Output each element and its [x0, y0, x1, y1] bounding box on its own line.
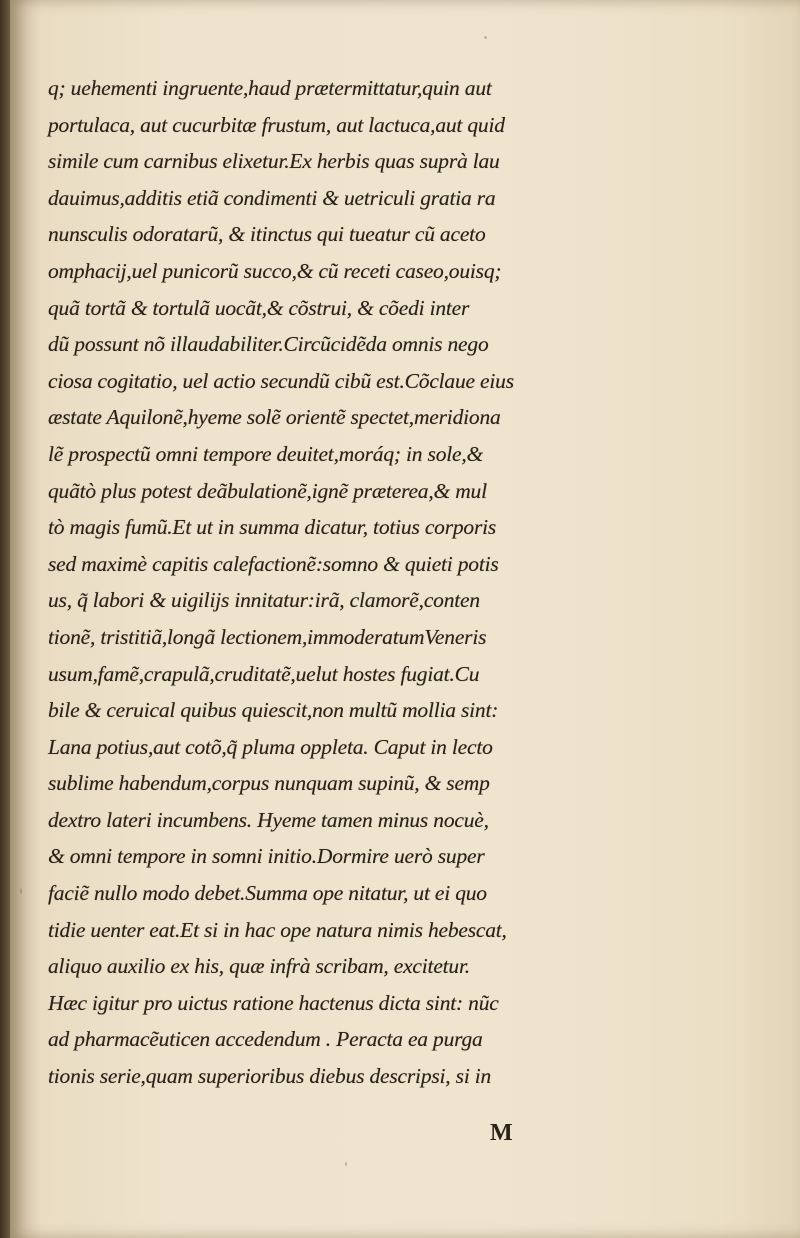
- text-line: tidie uenter eat.Et si in hac ope natura nimis hebescat,: [48, 917, 507, 942]
- text-line: quãtò plus potest deãbulationẽ,ignẽ præterea,& mul: [48, 478, 487, 503]
- paper-speck: [345, 1162, 347, 1166]
- text-line: æstate Aquilonẽ,hyeme solẽ orientẽ spectet,meridiona: [48, 405, 501, 430]
- text-line: Lana potius,aut cotõ,q̃ pluma oppleta. Caput in lecto: [48, 734, 493, 759]
- text-line: & omni tempore in somni initio.Dormire uerò super: [48, 844, 485, 869]
- text-line: dauimus,additis etiã condimenti & uetriculi gratia ra: [48, 185, 496, 210]
- text-line: dextro lateri incumbens. Hyeme tamen minus nocuè,: [48, 807, 489, 832]
- text-line: quã tortã & tortulã uocãt,& cõstrui, & cõedi inter: [48, 295, 470, 320]
- text-line: dũ possunt nõ illaudabiliter.Circũcidẽda omnis nego: [48, 332, 489, 357]
- text-line: sublime habendum,corpus nunquam supinũ, & semp: [48, 771, 490, 796]
- text-line: portulaca, aut cucurbitæ frustum, aut lactuca,aut quid: [48, 112, 505, 137]
- text-line: us, q̃ labori & uigilijs innitatur:irã, clamorẽ,conten: [48, 588, 480, 613]
- paper-speck: [20, 888, 22, 894]
- signature-mark: M: [490, 1120, 514, 1146]
- text-line: tionẽ, tristitiã,longã lectionem,immoderatumVeneris: [48, 624, 487, 649]
- text-line: lẽ prospectũ omni tempore deuitet,moráq; in sole,&: [48, 441, 484, 466]
- text-line: ad pharmacẽuticen accedendum . Peracta ea purga: [48, 1027, 483, 1052]
- text-line: tò magis fumũ.Et ut in summa dicatur, totius corporis: [48, 515, 497, 540]
- text-line: faciẽ nullo modo debet.Summa ope nitatur, ut ei quo: [48, 881, 487, 906]
- text-line: aliquo auxilio ex his, quæ infrà scribam, excitetur.: [48, 954, 470, 979]
- text-line: sed maximè capitis calefactionẽ:somno & quieti potis: [48, 551, 499, 576]
- text-line: ciosa cogitatio, uel actio secundũ cibũ est.Cõclaue eius: [48, 368, 514, 393]
- text-line: tionis serie,quam superioribus diebus descripsi, si in: [48, 1064, 492, 1089]
- text-line: simile cum carnibus elixetur.Ex herbis quas suprà lau: [48, 149, 500, 174]
- book-spine: [0, 0, 10, 1238]
- text-line: Hæc igitur pro uictus ratione hactenus dicta sint: nũc: [48, 990, 499, 1015]
- text-line: bile & ceruical quibus quiescit,non multũ mollia sint:: [48, 698, 499, 723]
- text-line: nunsculis odoratarũ, & itinctus qui tueatur cũ aceto: [48, 222, 486, 247]
- text-line: usum,famẽ,crapulã,cruditatẽ,uelut hostes fugiat.Cu: [48, 661, 480, 686]
- paper-speck: [484, 36, 487, 39]
- page-text-block: [48, 70, 638, 1095]
- text-line: omphacij,uel punicorũ succo,& cũ receti caseo,ouisq;: [48, 258, 502, 283]
- text-line: q; uehementi ingruente,haud prætermittatur,quin aut: [48, 76, 492, 100]
